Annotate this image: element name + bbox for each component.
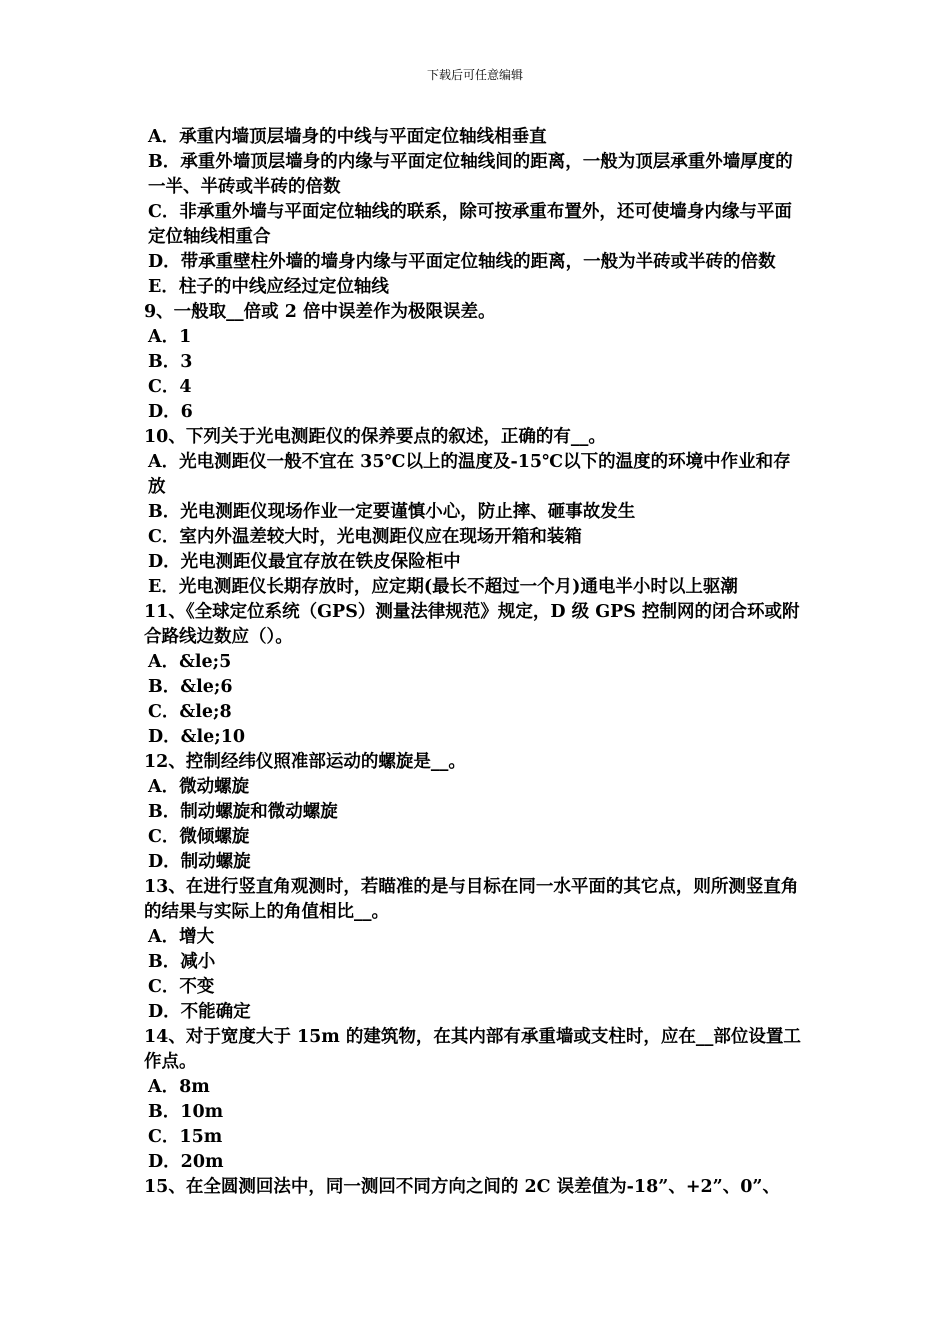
option-c: C．4 [148, 377, 192, 397]
option-d: D．制动螺旋 [148, 852, 251, 872]
question-stem: 14、对于宽度大于 15m 的建筑物，在其内部有承重墙或支柱时，应在__部位设置工作点。 [144, 1027, 801, 1072]
question-14 [144, 1025, 808, 1175]
option-b: B．减小 [148, 952, 216, 972]
option-a: A．8m [148, 1077, 210, 1097]
question-9 [144, 300, 808, 425]
option-e: E．柱子的中线应经过定位轴线 [148, 277, 389, 297]
option-d: D．6 [148, 402, 193, 422]
option-b: B．3 [148, 352, 193, 372]
option-b: B．光电测距仪现场作业一定要谨慎小心，防止摔、砸事故发生 [148, 502, 636, 522]
question-10 [144, 425, 808, 600]
question-stem: 10、下列关于光电测距仪的保养要点的叙述，正确的有__。 [144, 427, 606, 447]
option-d: D．带承重壁柱外墙的墙身内缘与平面定位轴线的距离，一般为半砖或半砖的倍数 [148, 252, 776, 272]
option-a: A．1 [148, 327, 192, 347]
option-d: D．不能确定 [148, 1002, 251, 1022]
option-a: A．微动螺旋 [148, 777, 250, 797]
option-e: E．光电测距仪长期存放时，应定期(最长不超过一个月)通电半小时以上驱潮 [148, 577, 738, 597]
option-c: C．&le;8 [148, 702, 232, 722]
option-a: A．承重内墙顶层墙身的中线与平面定位轴线相垂直 [148, 127, 547, 147]
option-b: B．承重外墙顶层墙身的内缘与平面定位轴线间的距离，一般为顶层承重外墙厚度的一半、半砖或半砖的倍数 [148, 152, 793, 197]
option-a: A．光电测距仪一般不宜在 35℃以上的温度及-15℃以下的温度的环境中作业和存放 [148, 452, 791, 497]
option-c: C．非承重外墙与平面定位轴线的联系，除可按承重布置外，还可使墙身内缘与平面定位轴线相重合 [148, 202, 792, 247]
question-8-options [144, 125, 808, 300]
page-header: 下载后可任意编辑 [426, 68, 523, 82]
question-stem: 15、在全圆测回法中，同一测回不同方向之间的 2C 误差值为-18”、+2”、0”、 [144, 1177, 780, 1197]
question-stem: 12、控制经纬仪照准部运动的螺旋是__。 [144, 752, 466, 772]
option-d: D．&le;10 [148, 727, 246, 747]
option-b: B．&le;6 [148, 677, 233, 697]
question-12 [144, 750, 808, 875]
question-13 [144, 875, 808, 1025]
option-c: C．不变 [148, 977, 215, 997]
question-stem: 11、《全球定位系统（GPS）测量法律规范》规定，D 级 GPS 控制网的闭合环或附合路线边数应（）。 [144, 602, 800, 647]
option-d: D．20m [148, 1152, 224, 1172]
question-15 [144, 1175, 808, 1200]
option-c: C．室内外温差较大时，光电测距仪应在现场开箱和装箱 [148, 527, 582, 547]
option-c: C．15m [148, 1127, 223, 1147]
option-c: C．微倾螺旋 [148, 827, 250, 847]
question-stem: 13、在进行竖直角观测时，若瞄准的是与目标在同一水平面的其它点，则所测竖直角的结果与实际上的角值相比__。 [144, 877, 799, 922]
option-d: D．光电测距仪最宜存放在铁皮保险柜中 [148, 552, 461, 572]
option-a: A．增大 [148, 927, 215, 947]
document-body [144, 125, 808, 1200]
option-b: B．10m [148, 1102, 224, 1122]
question-11 [144, 600, 808, 750]
option-b: B．制动螺旋和微动螺旋 [148, 802, 338, 822]
option-a: A．&le;5 [148, 652, 232, 672]
question-stem: 9、一般取__倍或 2 倍中误差作为极限误差。 [144, 302, 496, 322]
